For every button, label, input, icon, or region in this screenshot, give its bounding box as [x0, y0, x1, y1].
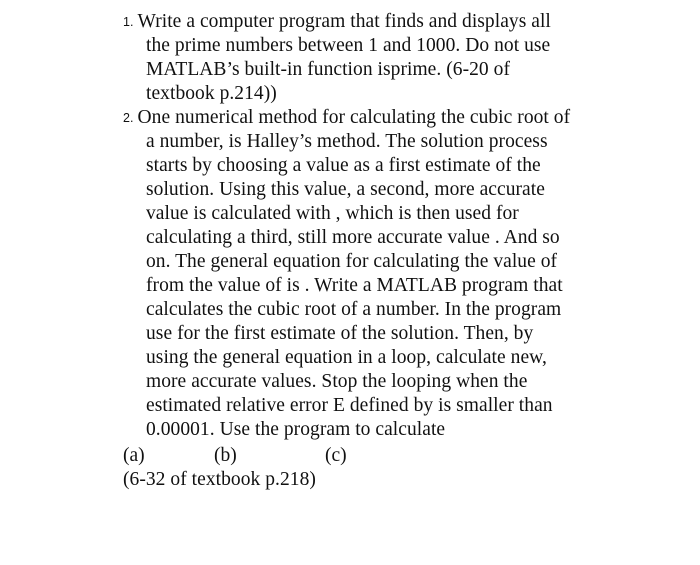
problem-1-number: 1. [123, 15, 134, 29]
problem-2-line-10: use for the first estimate of the solution. Then, by [146, 323, 534, 344]
problem-1-line-1: 1. Write a computer program that finds and displays all [123, 11, 551, 32]
problem-2-line-1: 2. One numerical method for calculating the cubic root of [123, 107, 571, 128]
problem-2-line-5: value is calculated with , which is then used for [146, 203, 519, 224]
problem-2-line-12: more accurate values. Stop the looping when the [146, 371, 528, 392]
problem-1-line-3: MATLAB’s built-in function isprime. (6-20 of [146, 59, 510, 80]
problem-2-line-13: estimated relative error E defined by is smaller than [146, 395, 553, 416]
problem-2-line-9: calculates the cubic root of a number. In the program [146, 299, 562, 320]
problem-2-line-4: solution. Using this value, a second, more accurate [146, 179, 545, 200]
problem-2-line-3: starts by choosing a value as a first estimate of the [146, 155, 541, 176]
part-c-label: (c) [325, 445, 347, 466]
part-b-label: (b) [214, 445, 237, 466]
problem-2-line-6: calculating a third, still more accurate value . And so [146, 227, 560, 248]
problem-1-line-4: textbook p.214)) [146, 83, 277, 104]
problem-2-line-14: 0.00001. Use the program to calculate [146, 419, 446, 440]
problem-2-line-7: on. The general equation for calculating the value of [146, 251, 558, 272]
problem-2-line-8: from the value of is . Write a MATLAB program that [146, 275, 563, 296]
part-a-label: (a) [123, 445, 145, 466]
problem-1-line-2: the prime numbers between 1 and 1000. Do not use [146, 35, 551, 56]
problem-2-number: 2. [123, 111, 134, 125]
problem-2-reference: (6-32 of textbook p.218) [123, 469, 316, 490]
problem-2-line-2: a number, is Halley’s method. The solution process [146, 131, 548, 152]
problem-2-line-11: using the general equation in a loop, calculate new, [146, 347, 547, 368]
